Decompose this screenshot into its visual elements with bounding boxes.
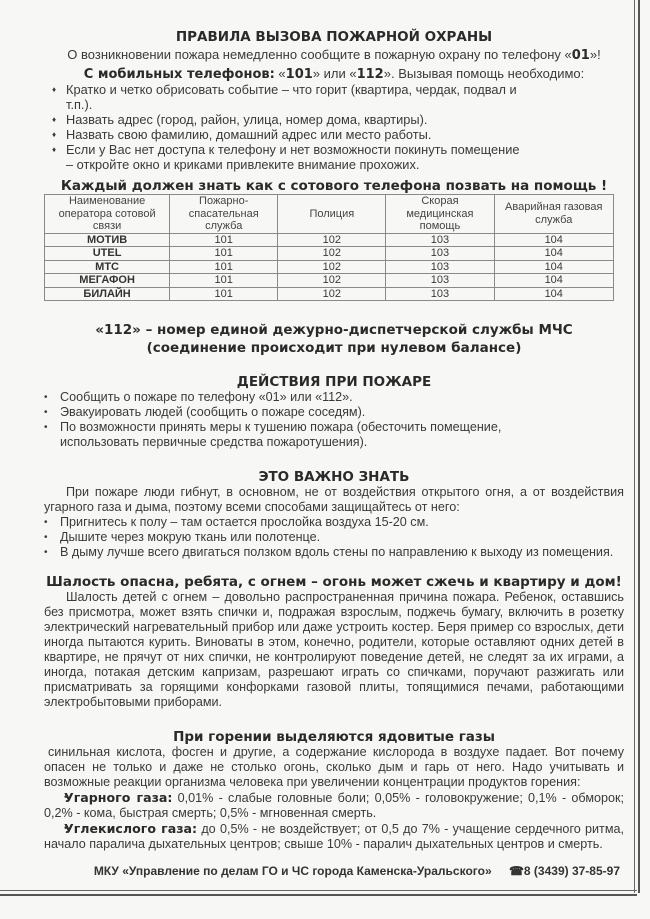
phone-number: 103 (386, 287, 494, 301)
phone-number: 102 (278, 260, 386, 274)
intro-text: О возникновении пожара немедленно сообщите в пожарную охрану по телефону « (67, 47, 572, 62)
list-item: • В дыму лучше всего двигаться ползком вдоль стены по направлению к выходу из помещения. (44, 545, 624, 560)
mobile-mid: » или « (312, 66, 357, 81)
column-header: Наименование оператора сотовой связи (45, 195, 170, 234)
table-row (45, 287, 614, 301)
actions-section (44, 374, 624, 450)
list-item: ♦ Назвать адрес (город, район, улица, номер дома, квартиры). (50, 112, 520, 127)
list-item: • Сообщить о пожаре по телефону «01» или «112». (44, 390, 514, 405)
list-item (44, 790, 624, 821)
list-item: • По возможности принять меры к тушению пожара (обесточить помещение, использовать первичные средства пожаротушения). (44, 420, 514, 450)
phone-icon: ☎ (508, 864, 524, 878)
important-section (44, 469, 624, 560)
footer-phone: 8 (3439) 37-85-97 (523, 864, 620, 878)
phone-number: 104 (494, 287, 614, 301)
list-item: • Дышите через мокрую ткань или полотенце. (44, 530, 624, 545)
gas-label: Угарного газа: (64, 790, 173, 805)
mchs-line-1: «112» – номер единой дежурно-диспетчерской службы МЧС (95, 322, 573, 338)
table-heading-wrap (44, 178, 624, 194)
column-header: Полиция (278, 195, 386, 234)
table-row (45, 247, 614, 261)
important-text: При пожаре люди гибнут, в основном, не от воздействия открытого огня, а от воздействия угарного газа и дыма, поэтому всеми способами защищайтесь от него: (44, 485, 624, 514)
gases-section (44, 729, 624, 852)
actions-title: ДЕЙСТВИЯ ПРИ ПОЖАРЕ (236, 374, 432, 390)
list-item: ♦ Кратко и четко обрисовать событие – что горит (квартира, чердак, подвал и т.п.). (50, 82, 520, 112)
page-frame-bottom (0, 890, 637, 896)
important-title: ЭТО ВАЖНО ЗНАТЬ (258, 469, 410, 485)
phone-number: 101 (170, 233, 278, 247)
list-item (44, 821, 624, 852)
phone-number: 101 (170, 247, 278, 261)
operator-name: МТС (45, 260, 170, 274)
list-item: ♦ Если у Вас нет доступа к телефону и нет возможности покинуть помещение – откройте окно и криками привлеките внимание прохожих. (50, 142, 520, 172)
operator-name: БИЛАЙН (45, 287, 170, 301)
rules-intro (44, 47, 624, 63)
gases-title: При горении выделяются ядовитые газы (173, 729, 495, 745)
column-header: Аварийная газовая служба (494, 195, 614, 234)
list-item: • Эвакуировать людей (сообщить о пожаре соседям). (44, 405, 514, 420)
phone-number: 102 (278, 274, 386, 288)
operator-name: МОТИВ (45, 233, 170, 247)
table-heading: Каждый должен знать как с сотового телефона позвать на помощь ! (60, 178, 608, 194)
phone-number: 104 (494, 247, 614, 261)
phone-number: 103 (386, 260, 494, 274)
list-item: • Пригнитесь к полу – там остается прослойка воздуха 15-20 см. (44, 515, 624, 530)
footer-org: МКУ «Управление по делам ГО и ЧС города Каменска-Уральского» (93, 864, 492, 878)
rules-mobile (44, 66, 624, 82)
phone-number: 103 (386, 274, 494, 288)
intro-suffix: »! (589, 47, 601, 62)
children-text: Шалость детей с огнем – довольно распространенная причина пожара. Ребенок, оставшись без присмотра, может взять спички и, подражая взрослым, поджечь бумагу, включить в розетку электрический нагревательный прибор или даже устроить костер. Беря пример со взрослых, дети иногда пытаются курить. Виноваты в этом, конечно, родители, которые оставляют одних детей в квартире, не прячут от них спички, не контролируют поведение детей, не следят за их играми, а иногда, потакая детским капризам, разрешают играть со спичками, поручают разжигать или присматривать за горящими конфорками газовой плиты, топящимися печами, работающими электробытовыми приборами. (44, 590, 624, 709)
rules-title: ПРАВИЛА ВЫЗОВА ПОЖАРНОЙ ОХРАНЫ (175, 29, 493, 45)
footer (60, 864, 620, 878)
gas-text: до 0,5% - не воздействует; от 0,5 до 7% - учащение сердечного ритма, начало паралича дыхательных центров; свыше 10% - паралич дыхательных центров и смерть. (44, 822, 624, 851)
gases-text: синильная кислота, фосген и другие, а содержание кислорода в воздухе падает. Вот почему опасен не только и даже не столько огонь, сколько дым и гарь от него. Надо учитывать и возможные реакции организма человека при увеличении концентрации продуктов горения: (44, 745, 624, 789)
phone-number: 101 (170, 260, 278, 274)
phone-number: 103 (386, 233, 494, 247)
phone-number: 102 (278, 247, 386, 261)
list-item: ♦ Назвать свою фамилию, домашний адрес или место работы. (50, 127, 520, 142)
mchs-line-2: (соединение происходит при нулевом балансе) (146, 340, 522, 356)
phone-number: 102 (278, 233, 386, 247)
rules-section (44, 29, 624, 172)
intro-number: 01 (571, 48, 590, 63)
page-frame-right (634, 0, 640, 893)
gas-text: 0,01% - слабые головные боли; 0,05% - головокружение; 0,1% - обморок; 0,2% - кома, быстрая смерть; 0,5% - мгновенная смерть. (44, 791, 625, 820)
table-header-row (45, 195, 614, 234)
operator-name: МЕГАФОН (45, 274, 170, 288)
table-row (45, 274, 614, 288)
mobile-number-112: 112 (356, 67, 384, 82)
table-row (45, 260, 614, 274)
rules-list (50, 82, 520, 172)
mobile-rest: ». Вызывая помощь необходимо: (383, 66, 585, 81)
important-list (44, 515, 624, 560)
actions-list (44, 390, 514, 450)
phone-number: 104 (494, 260, 614, 274)
operator-table (44, 194, 614, 301)
children-title: Шалость опасна, ребята, с огнем – огонь может сжечь и квартиру и дом! (46, 574, 622, 590)
phone-number: 101 (170, 274, 278, 288)
phone-number: 104 (494, 274, 614, 288)
gas-label: Углекислого газа: (64, 821, 198, 836)
gases-list (44, 790, 624, 852)
column-header: Пожарно-спасательная служба (170, 195, 278, 234)
mobile-q: « (274, 66, 286, 81)
phone-number: 102 (278, 287, 386, 301)
phone-number: 104 (494, 233, 614, 247)
mobile-number-101: 101 (285, 67, 313, 82)
mobile-label: С мобильных телефонов: (83, 67, 275, 82)
children-section (44, 574, 624, 710)
table-row (45, 233, 614, 247)
operator-name: UTEL (45, 247, 170, 261)
phone-number: 103 (386, 247, 494, 261)
mchs-note (44, 322, 624, 356)
column-header: Скорая медицинская помощь (386, 195, 494, 234)
phone-number: 101 (170, 287, 278, 301)
